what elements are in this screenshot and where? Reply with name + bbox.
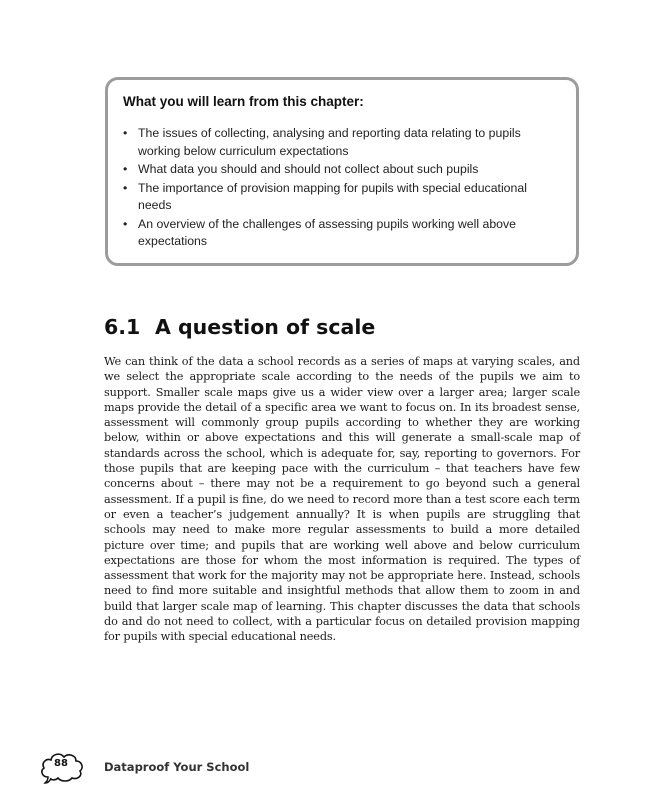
objective-item: • The issues of collecting, analysing and reporting data relating to pupils working below curriculum expectations (123, 125, 563, 160)
objective-item: • What data you should and should not collect about such pupils (123, 161, 563, 179)
chapter-objectives-box (105, 77, 579, 266)
page-number: 88 (54, 758, 68, 769)
running-footer-title: Dataproof Your School (104, 760, 250, 774)
section-body-paragraph: We can think of the data a school records as a series of maps at varying scales, and we select the appropriate scale according to the needs of the pupils we aim to support. Smaller scale maps give us a wider view over a larger area; larger scale maps provide the detail of a specific area we want to focus on. In its broadest sense, assessment will commonly group pupils according to whether they are working below, within or above expectations and this will generate a small-scale map of standards across the school, which is adequate for, say, reporting to governors. For those pupils that are keeping pace with the curriculum – that teachers have few concerns about – there may not be a requirement to go beyond such a general assessment. If a pupil is fine, do we need to record more than a test score each term or even a teacher’s judgement annually? It is when pupils are struggling that schools may need to make more regular assessments to build a more detailed picture over time; and pupils that are working well above and below curriculum expectations are those for whom the most information is required. The types of assessment that work for the majority may not be appropriate here. Instead, schools need to find more suitable and insightful methods that allow them to zoom in and build that larger scale map of learning. This chapter discusses the data that schools do and do not need to collect, with a particular focus on detailed provision mapping for pupils with special educational needs. (104, 355, 580, 644)
section-title: A question of scale (155, 315, 376, 339)
objectives-title: What you will learn from this chapter: (123, 94, 364, 109)
section-number: 6.1 (104, 315, 141, 339)
objective-item: • The importance of provision mapping for pupils with special educational needs (123, 180, 563, 215)
section-heading (104, 315, 375, 339)
objective-item: • An overview of the challenges of assessing pupils working well above expectations (123, 216, 563, 251)
objectives-list (123, 125, 563, 252)
